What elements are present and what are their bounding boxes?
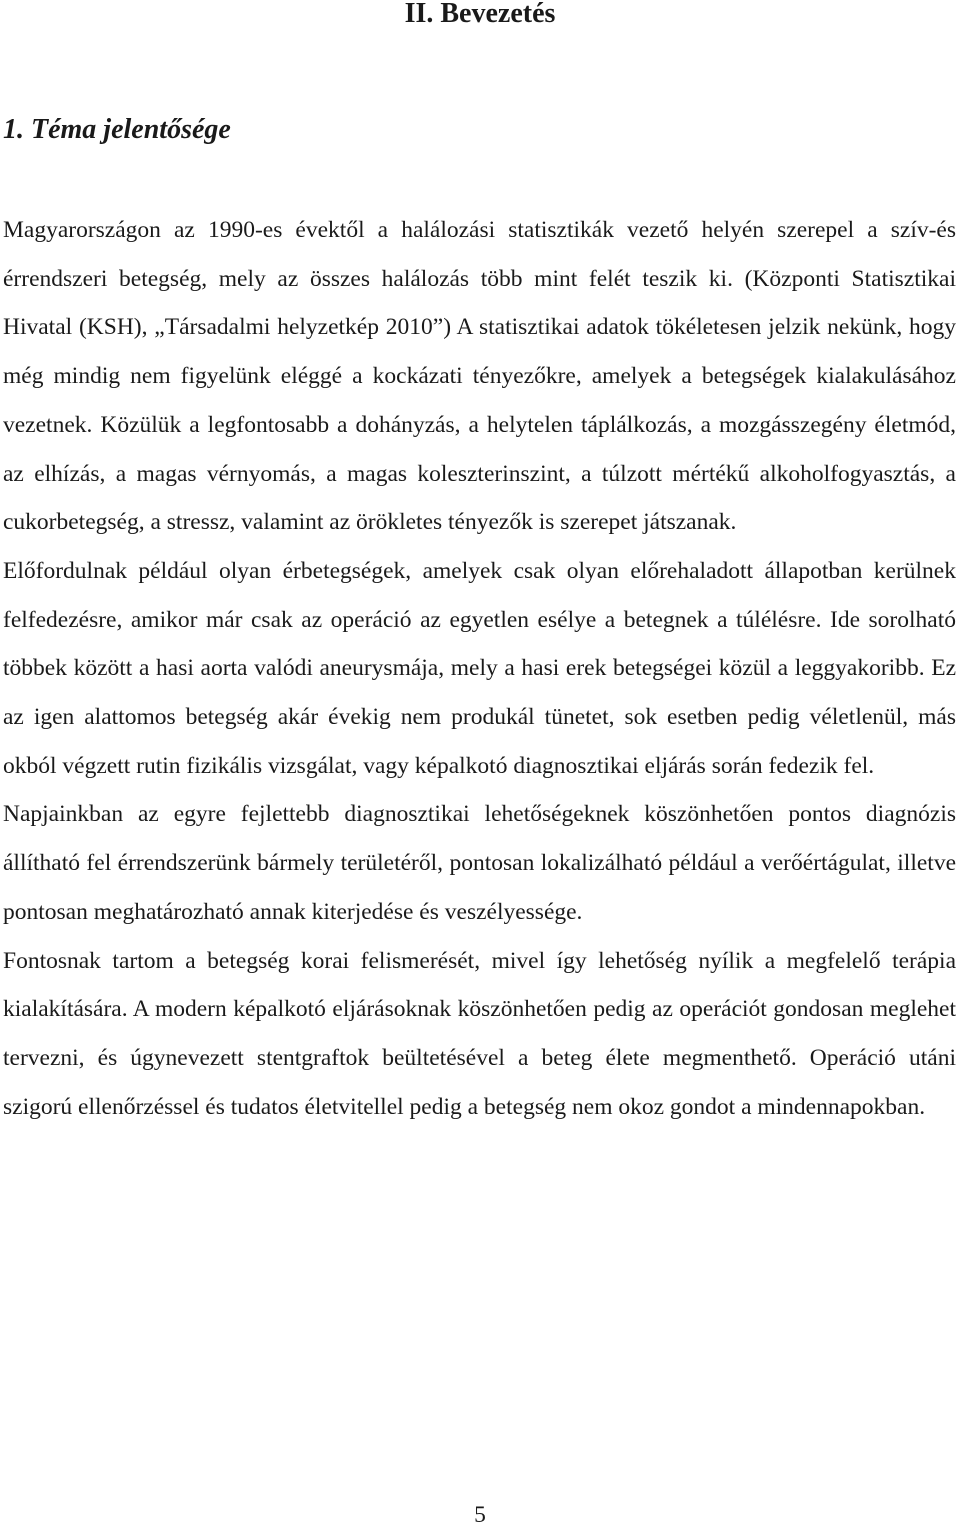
paragraph-1: Magyarországon az 1990-es évektől a halálozási statisztikák vezető helyén szerepel a szív-és érrendszeri betegség, mely az összes halálozás több mint felét teszik ki. (Központi Statisztikai Hivatal (KSH), „Társadalmi helyzetkép 2010”) A statisztikai adatok tökéletesen jelzik nekünk, hogy még mindig nem figyelünk eléggé a kockázati tényezőkre, amelyek a betegségek kialakulásához vezetnek. Közülük a legfontosabb a dohányzás, a helytelen táplálkozás, a mozgásszegény életmód, az elhízás, a magas vérnyomás, a magas koleszterinszint, a túlzott mértékű alkoholfogyasztás, a cukorbetegség, a stressz, valamint az örökletes tényezők is szerepet játszanak. (3, 217, 956, 536)
page-number: 5 (474, 1502, 486, 1528)
paragraph-3: Napjainkban az egyre fejlettebb diagnosztikai lehetőségeknek köszönhetően pontos diagnózis állítható fel érrendszerünk bármely területéről, pontosan lokalizálható például a verőértágulat, illetve pontosan meghatározható annak kiterjedése és veszélyessége. (3, 801, 956, 925)
body-text (3, 206, 956, 1131)
paragraph-2: Előfordulnak például olyan érbetegségek, amelyek csak olyan előrehaladott állapotban kerülnek felfedezésre, amikor már csak az operáció az egyetlen esélye a betegnek a túlélésre. Ide sorolható többek között a hasi aorta valódi aneurysmája, mely a hasi erek betegségei közül a leggyakoribb. Ez az igen alattomos betegség akár évekig nem produkál tünetet, sok esetben pedig véletlenül, más okból végzett rutin fizikális vizsgálat, vagy képalkotó diagnosztikai eljárás során fedezik fel. (3, 557, 956, 779)
chapter-title: II. Bevezetés (404, 0, 556, 29)
section-title: 1. Téma jelentősége (3, 114, 231, 145)
paragraph-4: Fontosnak tartom a betegség korai felismerését, mivel így lehetőség nyílik a megfelelő terápia kialakítására. A modern képalkotó eljárásoknak köszönhetően pedig az operációt gondosan meglehet tervezni, és úgynevezett stentgraftok beültetésével a beteg élete megmenthető. Operáció utáni szigorú ellenőrzéssel és tudatos életvitellel pedig a betegség nem okoz gondot a mindennapokban. (3, 947, 956, 1120)
